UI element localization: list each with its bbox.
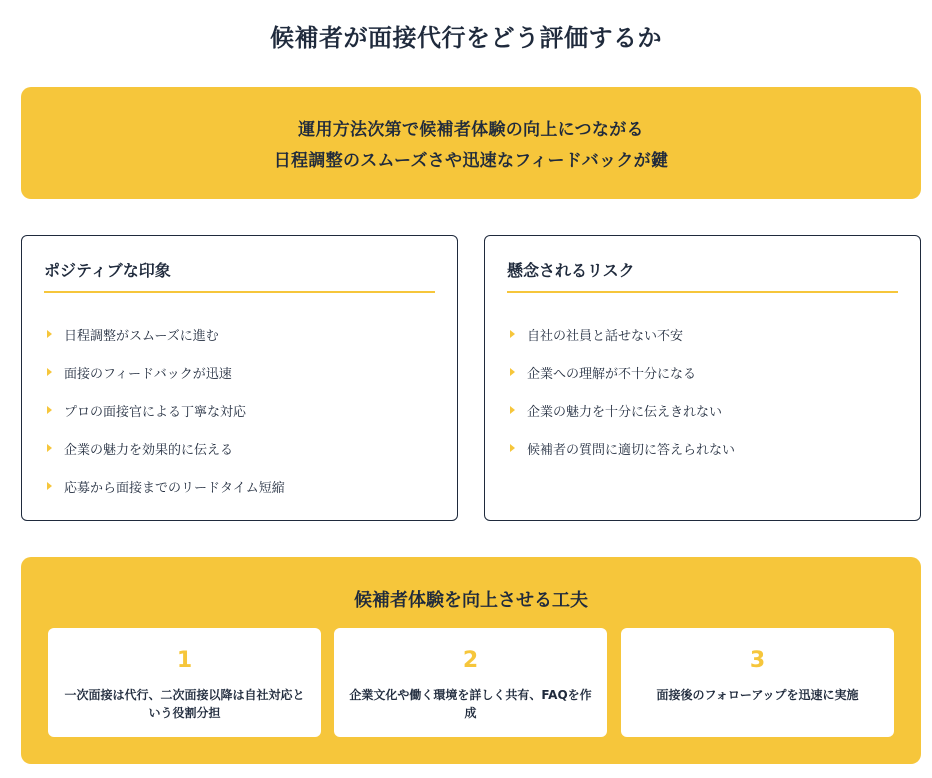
list-item	[507, 429, 898, 467]
triangle-bullet-icon	[47, 482, 52, 490]
positive-card	[21, 235, 458, 521]
list-item	[44, 353, 435, 391]
risk-list	[507, 315, 898, 467]
improvement-heading: 候補者体験を向上させる工夫	[354, 590, 588, 611]
triangle-bullet-icon	[47, 444, 52, 452]
risk-card	[484, 235, 921, 521]
tip-card-1	[48, 628, 321, 737]
list-item	[507, 391, 898, 429]
list-item-label: 日程調整がスムーズに進む	[64, 328, 219, 344]
tip-card-2	[334, 628, 607, 737]
tip-text: 一次面接は代行、二次面接以降は自社対応という役割分担	[64, 688, 305, 720]
tip-text: 企業文化や働く環境を詳しく共有、FAQを作成	[349, 688, 592, 720]
improvement-section	[21, 557, 921, 764]
list-item	[44, 429, 435, 467]
tip-card-3	[621, 628, 894, 737]
summary-line-2: 日程調整のスムーズさや迅速なフィードバックが鍵	[273, 151, 669, 171]
triangle-bullet-icon	[510, 444, 515, 452]
summary-banner	[21, 87, 921, 199]
triangle-bullet-icon	[47, 368, 52, 376]
summary-line-1: 運用方法次第で候補者体験の向上につながる	[298, 120, 644, 140]
tip-number: 2	[462, 648, 479, 673]
tip-number: 1	[176, 648, 193, 673]
triangle-bullet-icon	[510, 330, 515, 338]
risk-heading: 懸念されるリスク	[507, 258, 898, 293]
list-item-label: 面接のフィードバックが迅速	[64, 366, 232, 382]
list-item-label: 応募から面接までのリードタイム短縮	[64, 480, 285, 496]
triangle-bullet-icon	[47, 330, 52, 338]
list-item-label: 自社の社員と話せない不安	[527, 328, 684, 344]
tip-text: 面接後のフォローアップを迅速に実施	[656, 688, 859, 702]
positive-list	[44, 315, 435, 505]
list-item-label: 候補者の質問に適切に答えられない	[527, 442, 736, 458]
list-item	[507, 315, 898, 353]
list-item	[44, 467, 435, 505]
list-item-label: 企業への理解が不十分になる	[527, 366, 697, 382]
triangle-bullet-icon	[510, 368, 515, 376]
triangle-bullet-icon	[47, 406, 52, 414]
list-item	[44, 315, 435, 353]
list-item-label: 企業の魅力を効果的に伝える	[64, 442, 234, 458]
page-title: 候補者が面接代行をどう評価するか	[270, 24, 662, 52]
list-item	[507, 353, 898, 391]
tip-number: 3	[749, 648, 766, 673]
triangle-bullet-icon	[510, 406, 515, 414]
list-item-label: 企業の魅力を十分に伝えきれない	[527, 404, 723, 420]
list-item	[44, 391, 435, 429]
positive-heading: ポジティブな印象	[44, 258, 435, 293]
list-item-label: プロの面接官による丁寧な対応	[64, 404, 247, 420]
